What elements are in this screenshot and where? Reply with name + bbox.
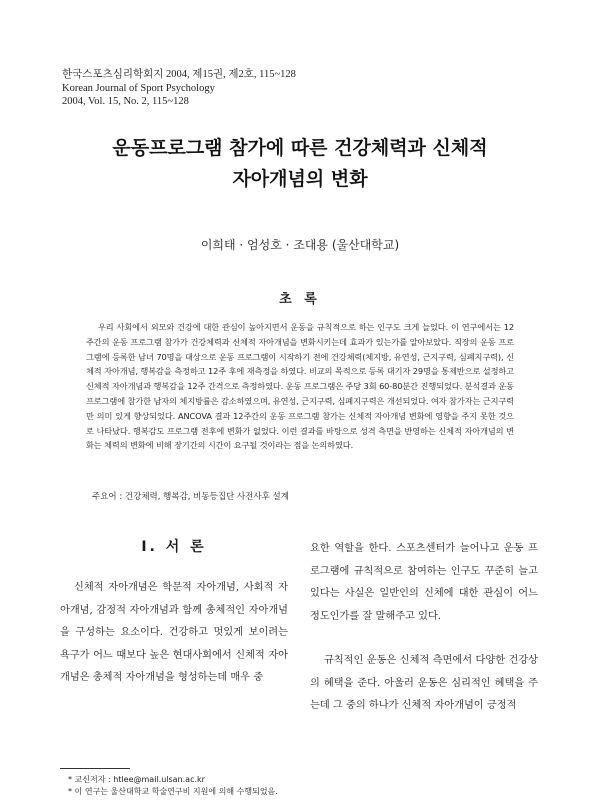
journal-line-korean: 한국스포츠심리학회지 2004, 제15권, 제2호, 115~128: [62, 69, 296, 80]
body-paragraph: 규칙적인 운동은 신체적 측면에서 다양한 건강상의 혜택을 준다. 아울러 운동은 심리적인 혜택을 주는데 그 중의 하나가 신체적 자아개념이 긍정적: [310, 655, 538, 711]
section-heading-introduction: Ⅰ. 서 론: [141, 539, 207, 555]
body-column-right: [310, 538, 538, 718]
journal-line-volume: 2004, Vol. 15, No. 2, 115~128: [62, 96, 189, 107]
journal-info: [62, 68, 296, 109]
body-column-left: [60, 537, 288, 690]
journal-line-english: Korean Journal of Sport Psychology: [62, 82, 215, 94]
abstract-text: 우리 사회에서 외모와 건강에 대한 관심이 높아지면서 운동을 규칙적으로 하는 인구도 크게 늘었다. 이 연구에서는 12주간의 운동 프로그램 참가가 건강체력과 신체적 자아개념을 변화시키는데 효과가 있는가를 알아보았다. 직장의 운동 프로그램에 등록한 남녀 70명을 대상으로 운동 프로그램이 시작하기 전에 건강체력(체지방, 유연성, 근지구력, 심폐지구력), 신체적 자아개념, 행복감을 측정하고 12주 후에 재측정을 하였다. 비교의 목적으로 등록 대기자 29명을 통제반으로 설정하고 신체적 자아개념과 행복감을 12주 간격으로 측정하였다. 운동 프로그램은 주당 3회 60-80분간 진행되었다. 분석결과 운동 프로그램에 참가한 남자의 체지방률은 감소하였으며, 유연성, 근지구력, 심폐지구력은 개선되었다. 여자 참가자는 근지구력만 의미 있게 향상되었다. ANCOVA 결과 12주간의 운동 프로그램 참가는 신체적 자아개념 변화에 영향을 주지 못한 것으로 나타났다. 행복감도 프로그램 전후에 변화가 없었다. 이런 결과를 바탕으로 성격 측면을 반영하는 신체적 자아개념의 변화는 체력의 변화에 비해 장기간의 시간이 요구될 것이라는 점을 논의하였다.: [86, 322, 514, 451]
title-line-1: 운동프로그램 참가에 따른 건강체력과 신체적: [112, 137, 488, 159]
abstract-heading: 초 록: [279, 292, 321, 307]
body-paragraph: 신체적 자아개념은 학문적 자아개념, 사회적 자아개념, 감정적 자아개념과 함께 총체적인 자아개념을 구성하는 요소이다. 건강하고 멋있게 보이려는 욕구가 어느 때보다 높은 현대사회에서 신체적 자아개념은 총체적 자아개념을 형성하는데 매우 중: [60, 582, 288, 683]
title-line-2: 자아개념의 변화: [232, 168, 368, 190]
paper-title: [0, 133, 600, 195]
keywords: 주요어 : 건강체력, 행복감, 비동등집단 사전사후 설계: [92, 492, 289, 502]
footnote-corresponding-author: * 교신저자 : htlee@mail.ulsan.ac.kr: [68, 775, 205, 784]
footnotes: [68, 774, 278, 798]
body-paragraph: 요한 역할을 한다. 스포츠센터가 늘어나고 운동 프로그램에 규칙적으로 참여하는 인구도 꾸준히 늘고 있다는 사실은 일반인의 신체에 대한 관심이 어느 정도인가를 잘 말해주고 있다.: [310, 543, 538, 622]
footnote-divider: [60, 768, 130, 769]
author-list: 이희태 · 엄성호 · 조대용 (울산대학교): [200, 238, 400, 252]
footnote-funding: * 이 연구는 울산대학교 학술연구비 지원에 의해 수행되었음.: [68, 787, 278, 796]
